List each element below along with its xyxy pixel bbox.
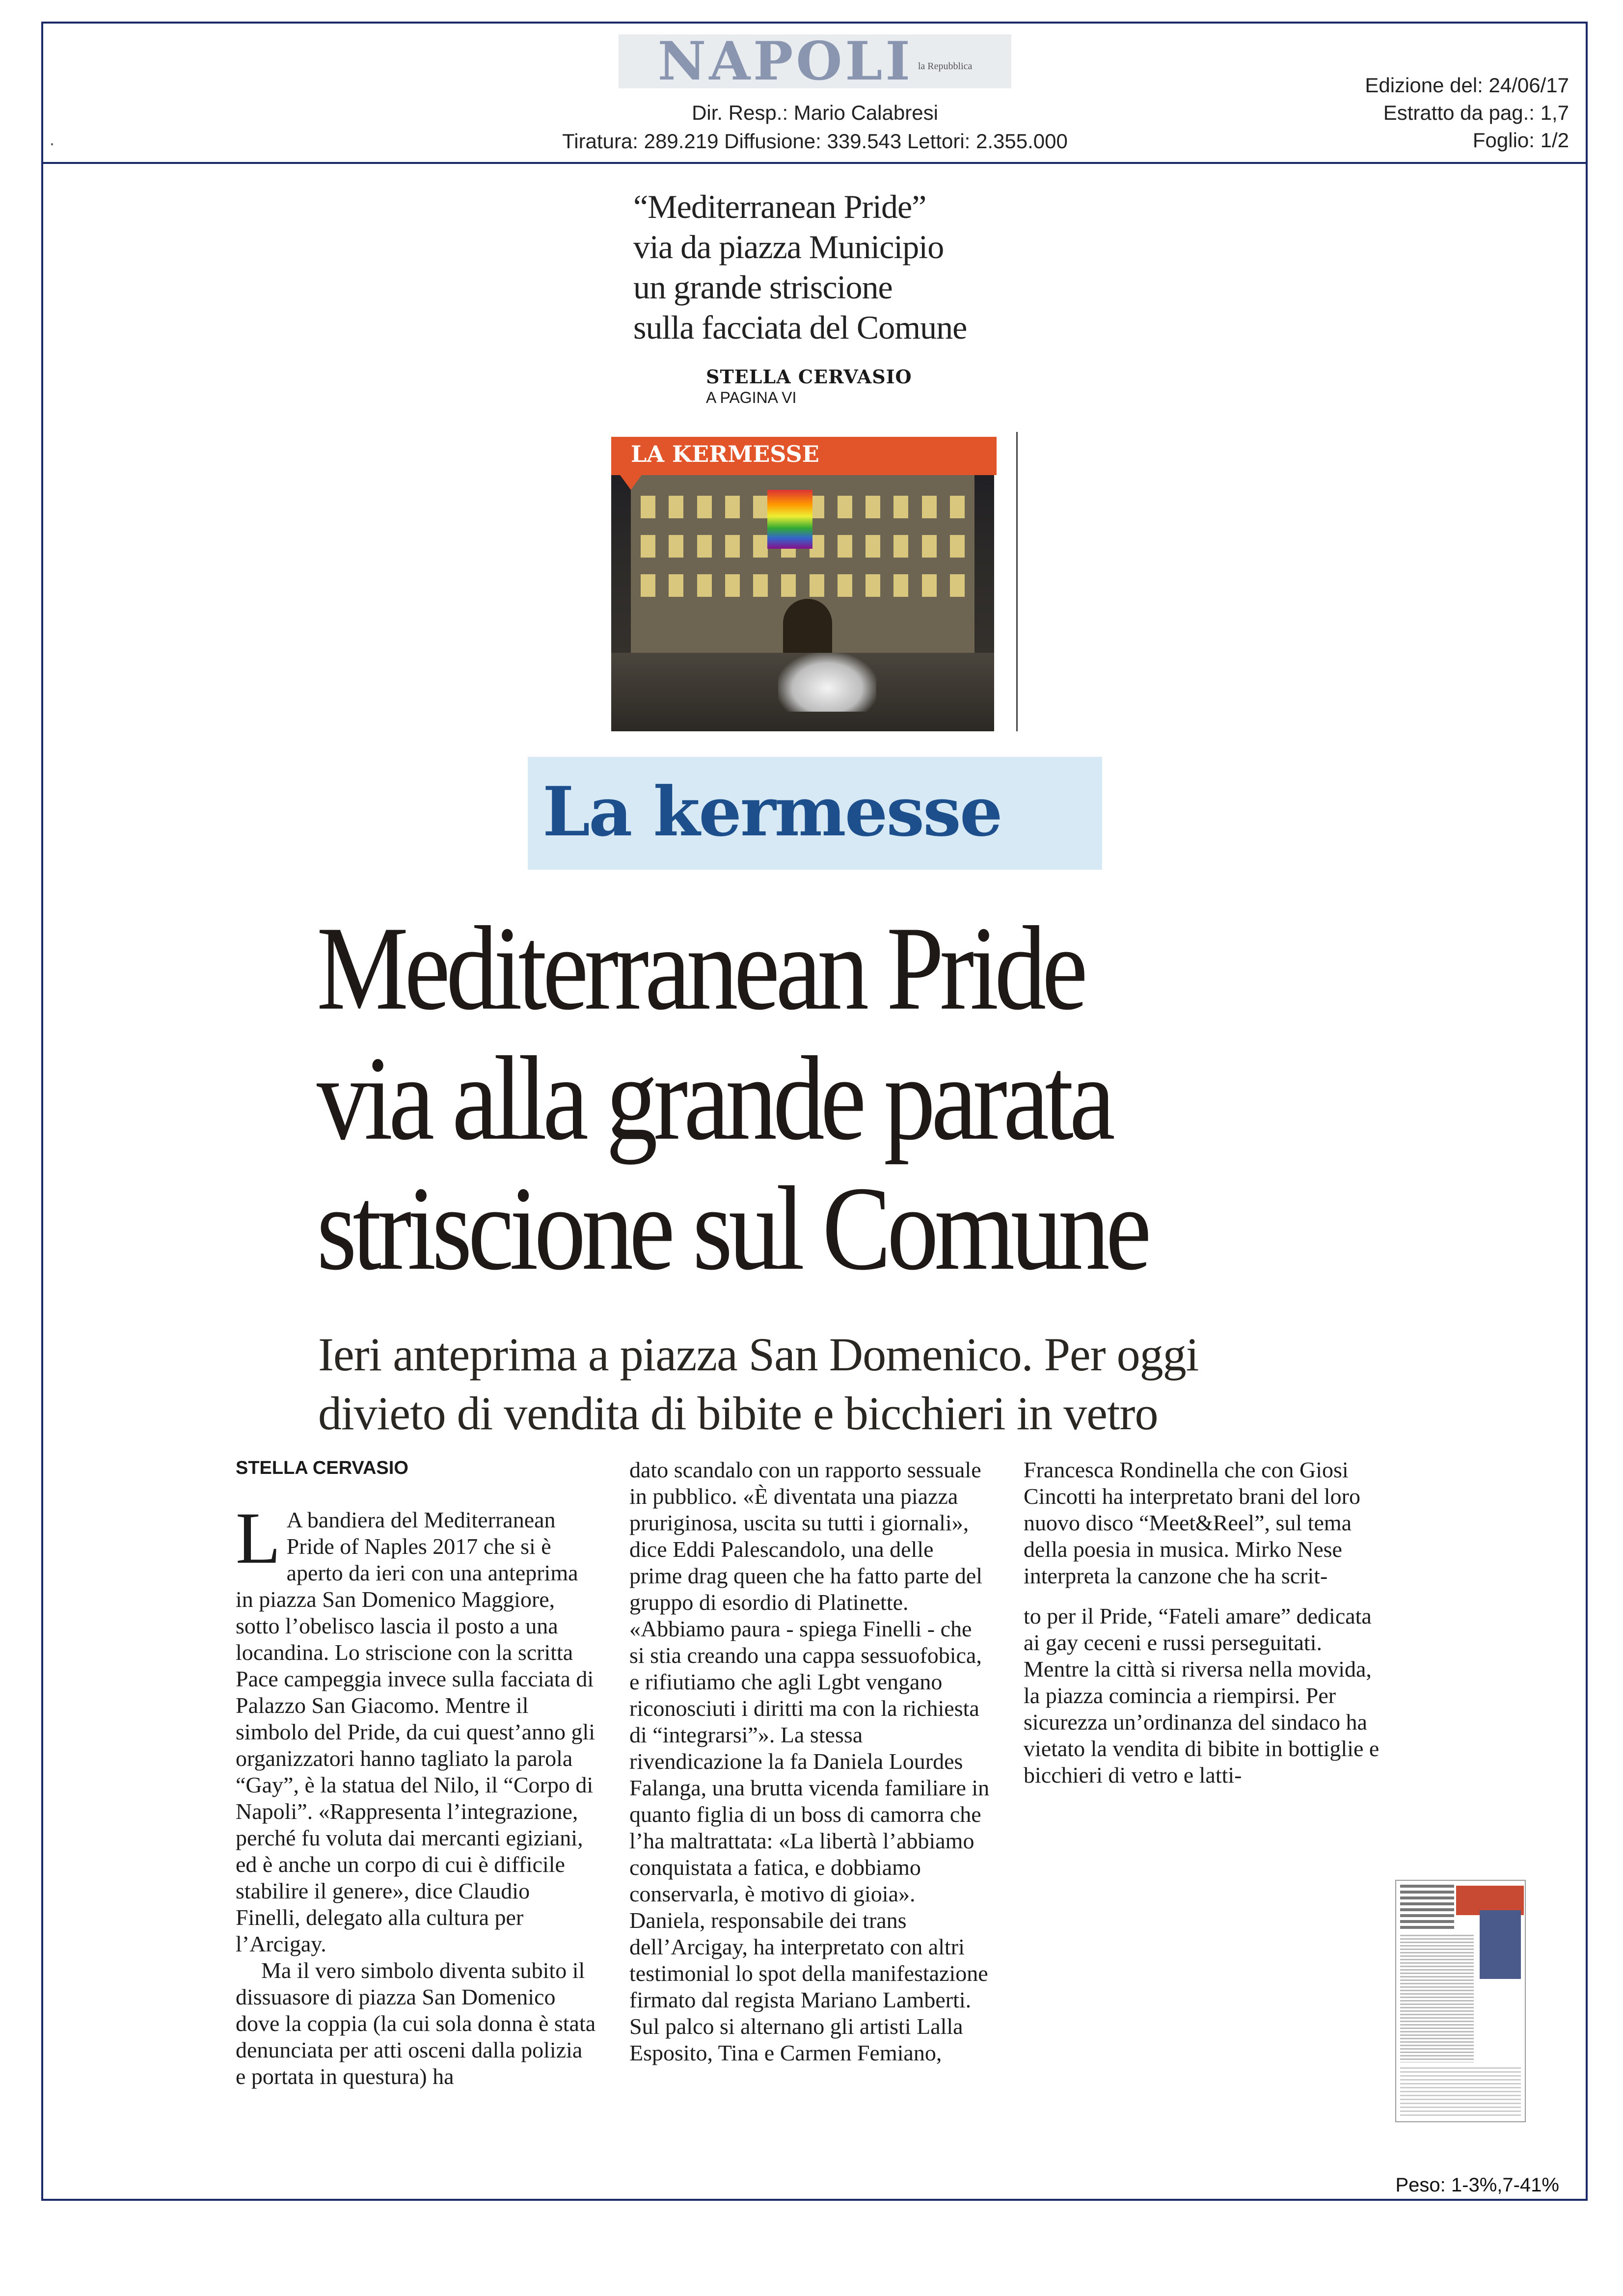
section-label: La kermesse [542, 772, 1001, 852]
header-divider [41, 162, 1588, 164]
article-column-2 [629, 1457, 990, 2066]
article-byline: STELLA CERVASIO [236, 1458, 408, 1478]
thumb-text [1400, 1935, 1474, 2062]
photo-tag-pointer [620, 475, 642, 490]
paragraph: to per il Pride, “Fateli amare” dedicata ai gay ceceni e russi perseguitati. Mentre la città si riversa nella movida, la piazza comincia a riempirsi. Per sicurezza un’ordinanza del sindaco ha vietato la vendita di bibite in bottiglie e bicchieri di vetro e latti- [1024, 1603, 1380, 1788]
palazzo-photo [611, 437, 994, 731]
headline-line: striscione sul Comune [317, 1162, 1148, 1295]
photo-divider [1016, 432, 1018, 731]
masthead-logo [619, 30, 1011, 92]
window-row [641, 574, 965, 597]
weight-label: Peso: 1-3%,7-41% [1395, 2174, 1559, 2196]
paragraph: dato scandalo con un rapporto sessuale in pubblico. «È diventata una piazza pruriginosa, uscita su tutti i giornali», dice Eddi Palescandolo, una delle prime drag queen che ha fatto parte del gruppo di esordio di Platinette. «Abbiamo paura - spiega Finelli - che si stia creando una cappa sessuofobica, e rifiutiamo che agli Lgbt vengano riconosciuti i diritti ma con la richiesta di “integrarsi”». La stessa rivendicazione la fa Daniela Lourdes Falanga, una brutta vicenda familiare in quanto figlia di un boss di camorra che l’ha maltrattata: «La libertà l’abbiamo conquistata a fatica, e dobbiamo conservarla, è motivo di gioia». Daniela, responsabile dei trans dell’Arcigay, ha interpretato con altri testimonial lo spot della manifestazione firmato dal regista Mariano Lamberti. Sul palco si alternano gli artisti Lalla Esposito, Tina e Carmen Femiano, [629, 1457, 990, 2065]
masthead-title: NAPOLI [657, 30, 913, 92]
article-column-3 [1024, 1457, 1384, 1789]
teaser-page-ref: A PAGINA VI [706, 389, 797, 406]
section-label-box [528, 757, 1102, 870]
headline-line: via alla grande parata [317, 1032, 1111, 1165]
photo-tag [611, 437, 997, 475]
dot-mark [51, 143, 53, 145]
article-subheadline [318, 1325, 1349, 1443]
dropcap: L [236, 1497, 281, 1579]
paragraph: Ma il vero simbolo diventa subito il dissuasore di piazza San Domenico dove la coppia (la cui sola donna è stata denunciata per atti osceni dalla polizia e portata in questura) ha [236, 1958, 596, 2089]
edition-date: Edizione del: 24/06/17 [1365, 74, 1569, 97]
article-column-1 [236, 1497, 596, 2090]
masthead-subtitle: la Repubblica [918, 60, 973, 72]
thumb-photo [1480, 1910, 1521, 1979]
sheet-number: Foglio: 1/2 [1472, 129, 1569, 152]
circulation-line: Tiratura: 289.219 Diffusione: 339.543 Lettori: 2.355.000 [562, 130, 1068, 153]
paragraph: A bandiera del Mediterranean Pride of Naples 2017 che si è aperto da ieri con una anteprima in piazza San Domenico Maggiore, sotto l’obelisco lascia il posto a una locandina. Lo striscione con la scritta Pace campeggia invece sulla facciata di Palazzo San Giacomo. Mentre il simbolo del Pride, da cui quest’anno gli organizzatori hanno tagliato la parola “Gay”, è la statua del Nilo, il “Corpo di Napoli”. «Rappresenta l’integrazione, perché fu voluta dai mercanti egiziani, ed è anche un corpo di cui è difficile stabilire il genere», dice Claudio Finelli, delegato alla cultura per l’Arcigay. [236, 1507, 595, 1956]
paragraph: Francesca Rondinella che con Giosi Cincotti ha interpretato brani del loro nuovo disco “Meet&Reel”, sul tema della poesia in musica. Mirko Nese interpreta la canzone che ha scrit- [1024, 1457, 1360, 1588]
subhead-line: Ieri anteprima a piazza San Domenico. Per oggi [318, 1328, 1199, 1381]
director-line: Dir. Resp.: Mario Calabresi [692, 101, 938, 124]
thumb-text [1400, 2067, 1521, 2116]
headline-line: Mediterranean Pride [317, 902, 1084, 1035]
teaser-line: sulla facciata del Comune [633, 309, 967, 346]
subhead-line: divieto di vendita di bibite e bicchieri in vetro [318, 1387, 1158, 1440]
extract-pages: Estratto da pag.: 1,7 [1383, 101, 1569, 124]
fountain [778, 653, 876, 712]
page-thumbnail [1395, 1880, 1526, 2122]
teaser-author: STELLA CERVASIO [706, 366, 912, 388]
photo-tag-label: LA KERMESSE [631, 441, 819, 467]
article-headline [317, 903, 1245, 1293]
pride-banner [767, 490, 812, 549]
front-page-teaser [633, 187, 1026, 347]
article-photo [611, 437, 994, 731]
thumb-title [1400, 1885, 1454, 1929]
teaser-line: un grande striscione [633, 268, 893, 306]
teaser-line: via da piazza Municipio [633, 228, 944, 266]
teaser-line: “Mediterranean Pride” [633, 188, 926, 225]
